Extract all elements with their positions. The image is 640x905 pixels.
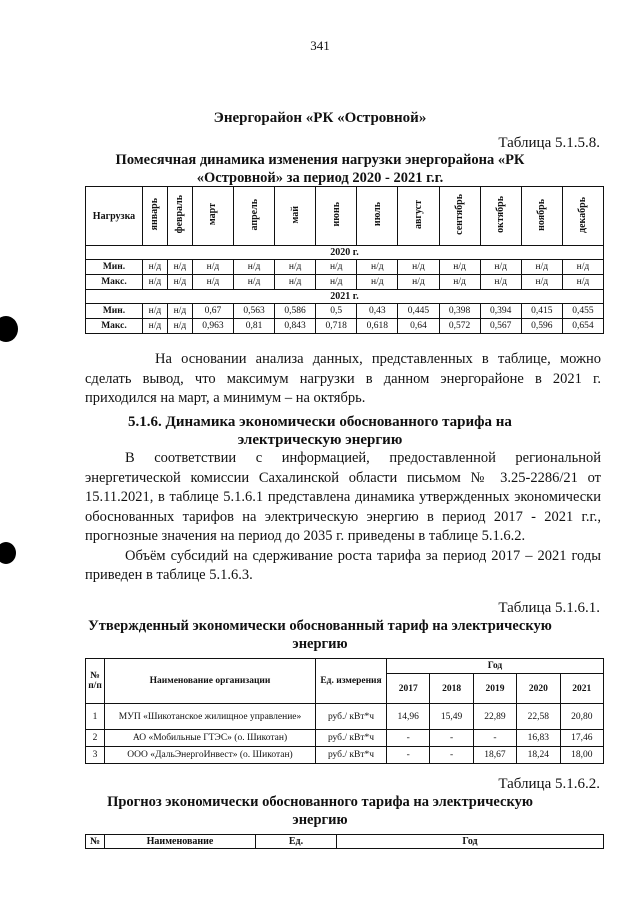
year-row-2021: 2021 г.	[86, 290, 604, 304]
month-header: май	[275, 187, 316, 246]
header-year: Год	[337, 835, 604, 849]
year-row-2020: 2020 г.	[86, 246, 604, 260]
table-row: Макс. н/д н/д н/д н/д н/д н/д н/д н/д н/д н/д н/д н/д	[86, 275, 604, 290]
table-row: Макс. н/д н/д 0,963 0,81 0,843 0,718 0,618 0,64 0,572 0,567 0,596 0,654	[86, 319, 604, 334]
section-heading-516: 5.1.6. Динамика экономически обоснованного тарифа на электрическую энергию	[128, 414, 512, 448]
region-heading: Энергорайон «РК «Островной»	[213, 110, 427, 126]
month-header: январь	[143, 187, 168, 246]
header-num: №	[86, 835, 105, 849]
table-row: Мин. н/д н/д н/д н/д н/д н/д н/д н/д н/д н/д н/д н/д	[86, 260, 604, 275]
month-header: октябрь	[480, 187, 521, 246]
punch-hole-bottom	[0, 542, 16, 564]
punch-hole-top	[0, 316, 18, 342]
table-label-5161: Таблица 5.1.6.1.	[498, 600, 600, 616]
table-label-5162: Таблица 5.1.6.2.	[498, 776, 600, 792]
month-header: июль	[357, 187, 398, 246]
tariff-paragraph: В соответствии с информацией, предоставленной региональной энергетической комиссии Сахалинской области письмом № 3.25-2286/21 от 15.11.2021, в таблице 5.1.6.1 представлена динамика утвержденных экономически обоснованных тарифов на электрическую энергию в период 2017 - 2021 г.г., прогнозные значения на период до 2035 г. приведены в таблице 5.1.6.2. Объём субсидий на сдерживание роста тарифа за период 2017 – 2021 годы приведен в таблице 5.1.6.3.	[85, 450, 601, 583]
analysis-paragraph: На основании анализа данных, представленных в таблице, можно сделать вывод, что максимум нагрузки в данном энергорайоне в 2021 г. приходился на март, а минимум – на октябрь.	[85, 351, 601, 406]
table-title-5162: Прогноз экономически обоснованного тарифа на электрическую энергию	[107, 794, 533, 828]
header-num: № п/п	[86, 659, 105, 704]
table-row: 3 ООО «ДальЭнергоИнвест» (о. Шикотан) руб./ кВт*ч - - 18,67 18,24 18,00	[86, 747, 604, 764]
month-header: апрель	[233, 187, 274, 246]
month-header: июнь	[316, 187, 357, 246]
table-row: 2 АО «Мобильные ГТЭС» (о. Шикотан) руб./ кВт*ч - - - 16,83 17,46	[86, 730, 604, 747]
month-header: август	[398, 187, 439, 246]
header-year: Год	[387, 659, 604, 674]
page-number: 341	[310, 38, 330, 53]
month-header: сентябрь	[439, 187, 480, 246]
month-header: декабрь	[562, 187, 603, 246]
table-title-5161: Утвержденный экономически обоснованный тариф на электрическую энергию	[88, 618, 552, 652]
month-header: февраль	[167, 187, 192, 246]
approved-tariff-table: № п/п Наименование организации Ед. измерения Год 2017 2018 2019 2020 2021 1 МУП «Шикотанское жилищное управление» руб./ кВт*ч 14,96 15,49 22,89 22,58 20,80 2 АО «Мобильные ГТЭС» (о. Шикотан) руб./ кВт*ч - - - 16,83 17,46 3 ООО «ДальЭнергоИнвест» (о. Шикотан) руб./ кВт*ч - - 18,67 18,24 18,00	[85, 658, 604, 764]
header-name: Наименование	[105, 835, 256, 849]
table-row: Мин. н/д н/д 0,67 0,563 0,586 0,5 0,43 0,445 0,398 0,394 0,415 0,455	[86, 304, 604, 319]
month-header: март	[192, 187, 233, 246]
table-title-5158: Помесячная динамика изменения нагрузки энергорайона «РК «Островной» за период 2020 - 2021 г.г.	[115, 152, 525, 186]
header-unit: Ед.	[256, 835, 337, 849]
forecast-tariff-table	[85, 834, 604, 849]
table-label-5158: Таблица 5.1.5.8.	[498, 135, 600, 151]
load-dynamics-table	[85, 186, 604, 334]
header-unit: Ед. измерения	[316, 659, 387, 704]
month-header: ноябрь	[521, 187, 562, 246]
header-load: Нагрузка	[86, 187, 143, 246]
header-org: Наименование организации	[105, 659, 316, 704]
table-row: 1 МУП «Шикотанское жилищное управление» руб./ кВт*ч 14,96 15,49 22,89 22,58 20,80	[86, 704, 604, 730]
